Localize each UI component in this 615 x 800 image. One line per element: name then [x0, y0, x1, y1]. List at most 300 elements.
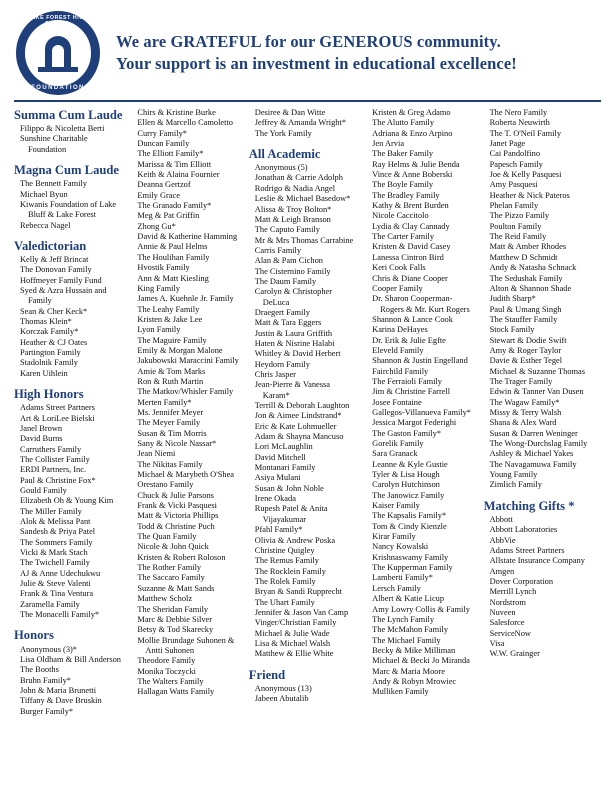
donor-name: Jessica Margot Federighi [372, 418, 457, 428]
header-divider [14, 100, 601, 102]
donor-name: ERDI Partners, Inc. [20, 465, 87, 475]
section-heading: High Honors [14, 387, 84, 402]
donor-name: Young Family [489, 470, 538, 480]
donor-name: The Matkov/Whisler Family [137, 387, 234, 397]
donor-name: Michael & Suzanne Thomas [489, 366, 585, 376]
donor-name: Leanne & Kyle Gustie [372, 459, 448, 469]
donor-name: Hallagan Watts Family [137, 687, 215, 697]
donor-name: The Uhart Family [254, 597, 315, 607]
donor-name: Paul & Umang Singh [489, 304, 562, 314]
donor-name: The Leahy Family [137, 304, 200, 314]
donor-name: Matt & Leigh Branson [254, 214, 331, 224]
donor-name: The Granado Family* [137, 201, 212, 211]
donor-name: Jakubowski Maraccini Family [137, 356, 239, 366]
donor-name: Amie & Tom Marks [137, 366, 206, 376]
donor-name: Mr & Mrs Thomas Carrabine [254, 235, 354, 245]
donor-name-list [366, 108, 477, 698]
donor-name: Zhong Gu* [137, 221, 176, 231]
donor-name: The Walters Family [137, 676, 204, 686]
donor-name: The Daum Family [254, 276, 317, 286]
donor-name-list [249, 108, 360, 139]
donor-name: Bruhn Family* [20, 675, 71, 685]
donor-name: Curry Family* [137, 128, 187, 138]
donor-name: Shana & Alex Ward [489, 418, 557, 428]
donor-name: Alok & Melissa Pant [20, 517, 91, 527]
donor-name: W.W. Grainger [489, 649, 540, 659]
donor-name: Bryan & Sandi Rupprecht [254, 587, 343, 597]
donor-name: Desiree & Dan Witte [254, 108, 326, 117]
donor-name: Anonymous (5) [254, 163, 308, 173]
donor-name: Nancy Kowalski [372, 542, 429, 552]
donor-name: Jon & Aimee Lindstrand* [254, 411, 342, 421]
donor-name: Amy & Roger Taylor [489, 345, 562, 355]
donor-name: Christine Quigley [254, 545, 315, 555]
donor-name: Marc & Maria Moore [372, 666, 445, 676]
donor-name: Janel Brown [20, 423, 63, 433]
donor-name: Abbott Laboratories [489, 525, 558, 535]
donor-name: Phelan Family [489, 201, 539, 211]
donor-name: Nuveen [489, 607, 516, 617]
donor-name: Josee Fontaine [372, 397, 422, 407]
donor-name: The Lynch Family [372, 614, 435, 624]
donor-name: Kaiser Family [372, 501, 420, 511]
section-heading: Friend [248, 667, 286, 682]
donor-column [14, 108, 131, 717]
donor-name: Karen Uihlein [20, 368, 68, 378]
donor-name: ServiceNow [489, 628, 531, 638]
donor-name: The Saccaro Family [137, 573, 205, 583]
donor-name: The Trager Family [489, 376, 553, 386]
donor-name: The Miller Family [20, 506, 82, 516]
donor-name: Davie & Esther Tegel [489, 356, 563, 366]
donor-name: Matt & Tara Eggers [254, 318, 322, 328]
donor-name: Emily Grace [137, 190, 180, 200]
donor-name: Merrill Lynch [489, 587, 537, 597]
donor-name: Amy Lowry Collis & Family [372, 604, 470, 614]
donor-name: Michael & Becki Jo Miranda [372, 656, 470, 666]
donor-name: Lori McLaughlin [254, 442, 313, 452]
donor-name: Krishnaswamy Family [372, 552, 449, 562]
donor-column [484, 108, 601, 717]
donor-name: Eleveld Family [372, 345, 424, 355]
donor-name: Nordstrom [489, 597, 526, 607]
donor-name: The Sheridan Family [137, 604, 209, 614]
donor-name: Chris & Diane Cooper [372, 273, 448, 283]
donor-name-list [14, 124, 125, 155]
donor-name: Michael & Julie Wade [254, 628, 330, 638]
donor-name: David Mitchell [254, 452, 306, 462]
donor-name: The Maguire Family [137, 335, 207, 345]
donor-name: Vince & Anne Boberski [372, 170, 453, 180]
section-heading: Valedictorian [14, 238, 87, 253]
donor-name: Stadolnik Family [20, 358, 78, 368]
donor-name: Adams Street Partners [20, 403, 95, 413]
section-heading: Honors [14, 628, 54, 643]
page-title [100, 31, 603, 76]
donor-name: Cooper Family [372, 283, 423, 293]
donor-name: The Wong-Durchslag Family [489, 439, 588, 448]
donor-name: Becky & Mike Milliman [372, 645, 456, 655]
donor-column [131, 108, 248, 717]
donor-name: Dr. Erik & Julie Egfte [372, 335, 446, 345]
donor-name: The York Family [254, 128, 312, 138]
donor-name: Annie & Paul Helms [137, 242, 208, 252]
donor-name: David & Katherine Hamming [137, 232, 238, 242]
donor-name-list [484, 108, 595, 491]
donor-name: Korczak Family* [20, 327, 79, 337]
donor-name: Thomas Klein* [20, 317, 72, 327]
donor-name: Jean Niemi [137, 449, 176, 459]
donor-name: Dr. Sharon Cooperman- [372, 294, 453, 304]
headline-line-1: We are GRATEFUL for our GENEROUS community. [116, 31, 501, 51]
donor-name: The T. O'Neil Family [489, 128, 562, 138]
donor-name: The Meyer Family [137, 418, 201, 428]
donor-name: Susan & John Noble [254, 483, 324, 493]
donor-name: Sara Granack [372, 449, 418, 459]
donor-name: Keri Cook Falls [372, 263, 426, 273]
donor-name: Albert & Katie Licup [372, 594, 445, 604]
donor-name: Monika Toczycki [137, 666, 196, 676]
donor-name: Leslie & Michael Basedow* [254, 194, 351, 204]
donor-name: Matt & Amber Rhodes [489, 242, 567, 252]
donor-name: The Rother Family [137, 563, 202, 573]
donor-name: Ray Helms & Julie Benda [372, 159, 460, 169]
donor-name: Matt & Victoria Phillips [137, 511, 219, 521]
donor-name: Terrill & Deborah Laughton [254, 401, 350, 411]
donor-name: Susan & Darren Weninger [489, 428, 578, 438]
donor-name: Rebecca Nagel [20, 220, 71, 230]
donor-name: James A. Kuehnle Jr. Family [137, 294, 234, 304]
donor-name: Whitley & David Herbert [254, 349, 341, 359]
donor-name: Dover Corporation [489, 576, 554, 586]
section-heading: Summa Cum Laude [14, 108, 123, 122]
donor-name: Michael & Marybeth O'Shea [137, 470, 235, 480]
donor-name: Alton & Shannon Shade [489, 283, 572, 293]
logo-top-text: LAKE FOREST HIGH SCHOOL [27, 15, 89, 27]
donor-name: The Gaston Family* [372, 428, 442, 438]
donor-name: The Rolek Family [254, 576, 316, 586]
headline-line-2: Your support is an investment in educational excellence! [116, 54, 517, 73]
donor-name: Amgen [489, 566, 515, 576]
donor-name: Sandesh & Priya Patel [20, 527, 96, 537]
donor-name: The Houlihan Family [137, 252, 210, 262]
donor-name: Hvostik Family [137, 263, 190, 273]
donor-name: Adams Street Partners [489, 545, 565, 555]
donor-name: Eric & Kate Lohmueller [254, 421, 337, 431]
donor-name: Lanessa Cintron Bird [372, 252, 444, 262]
donor-name: Abbott [489, 514, 513, 524]
donor-name: Michael Byun [20, 189, 68, 199]
donor-name: Marc & Debbie Silver [137, 614, 213, 624]
donor-name: The Carter Family [372, 232, 435, 242]
donor-name: Irene Okada [254, 494, 296, 504]
donor-name: Frank & Tina Ventura [20, 589, 94, 599]
donor-name: Shannon & Justin Engelland [372, 356, 468, 366]
donor-name: Orestano Family [137, 480, 194, 490]
donor-name: Jabeen Abutalib [254, 694, 309, 704]
donor-name: Karam* [262, 390, 290, 400]
donor-name: Chris Jasper [254, 370, 296, 379]
donor-name: Edwin & Tanner Van Dusen [489, 387, 584, 397]
donor-name: Betsy & Tod Skarecky [137, 625, 214, 635]
donor-name: The Nikitas Family [137, 459, 203, 469]
donor-name: Matthew Scholz [137, 594, 193, 604]
donor-name: Elizabeth Oh & Young Kim [20, 496, 114, 506]
donor-name: Asiya Mulani [254, 473, 301, 483]
donor-name: Janet Page [489, 139, 526, 149]
donor-name: Lisa & Michael Walsh [254, 638, 331, 648]
donor-name: The Boyle Family [372, 180, 434, 190]
donor-name: Gorelik Family [372, 439, 424, 448]
donor-name-list [131, 108, 242, 698]
donor-name: The Donovan Family [20, 265, 92, 275]
donor-name: Chirs & Kristine Burke [137, 108, 216, 117]
donor-name: Partington Family [20, 348, 81, 358]
donor-name: Mulliken Family [372, 687, 429, 697]
donor-name: Matthew D Schmidt [489, 252, 558, 262]
donor-name: Jim & Christine Farrell [372, 387, 451, 397]
page-header [12, 10, 603, 96]
donor-name: Burger Family* [20, 706, 74, 716]
donor-name: The Quan Family [137, 532, 197, 542]
donor-name: Joe & Kelly Pasquesi [489, 170, 562, 180]
logo-arch-icon [45, 36, 71, 70]
donor-name: Shannon & Lance Cook [372, 314, 453, 324]
donor-name: Salesforce [489, 618, 525, 628]
donor-name: The Booths [20, 665, 59, 675]
donor-name: Antti Suhonen [145, 645, 195, 655]
donor-name: Bluff & Lake Forest [28, 210, 96, 220]
donor-name: AJ & Anne Udechukwu [20, 568, 101, 578]
donor-name-list [14, 255, 125, 379]
donor-name: Kristen & Robert Roloson [137, 552, 226, 562]
donor-name: Merten Family* [137, 397, 192, 407]
donor-name: Lisa Oldham & Bill Anderson [20, 654, 121, 664]
donor-name: Paul & Christine Fox* [20, 475, 96, 485]
donor-name: Stewart & Dodie Swift [489, 335, 567, 345]
donor-name: Kirar Family [372, 532, 416, 542]
donor-name: Nicole Caccitolo [372, 211, 429, 221]
donor-name: Roberta Neuwirth [489, 118, 550, 128]
donor-name: The Monacelli Family* [20, 610, 100, 620]
donor-name: Kelly & Jeff Brincat [20, 255, 89, 265]
donor-name: Vicki & Mark Stach [20, 548, 88, 558]
donor-name: Kristen & Jake Lee [137, 314, 203, 324]
donor-name: Draegert Family [254, 307, 310, 317]
section-heading: Magna Cum Laude [14, 163, 119, 178]
donor-name: The McMahon Family [372, 625, 449, 635]
donor-name: Adriana & Enzo Arpino [372, 128, 453, 138]
donor-name: Suzanne & Matt Sands [137, 583, 215, 593]
donor-name-list [14, 179, 125, 231]
donor-name: Carolyn Hutchinson [372, 480, 440, 490]
donor-name: Rogers & Mr. Kurt Rogers [380, 304, 470, 314]
donor-name: Kiwanis Foundation of Lake [20, 199, 117, 209]
donor-name: Montanari Family [254, 463, 316, 473]
donor-name: King Family [137, 283, 180, 293]
donor-name: The Caputo Family [254, 225, 320, 235]
donor-name: Duncan Family [137, 139, 190, 149]
donor-name: AbbVie [489, 535, 516, 545]
donor-name: Ron & Ruth Martin [137, 376, 204, 386]
donor-name: Ann & Matt Kiesling [137, 273, 209, 283]
donor-name: Julie & Steve Valenti [20, 579, 91, 589]
donor-name: The Nero Family [489, 108, 548, 117]
donor-name: Stock Family [489, 325, 535, 335]
donor-name: Foundation [28, 144, 67, 154]
donor-name: Carolyn & Christopher [254, 287, 333, 297]
donor-name: Olivia & Andrew Poska [254, 535, 336, 545]
donor-name: Ashley & Michael Yakes [489, 449, 574, 459]
donor-name: Lydia & Clay Cannady [372, 221, 450, 231]
donor-name: Carruthers Family [20, 444, 82, 454]
donor-name: Lersch Family [372, 583, 421, 593]
donor-name: Jean-Pierre & Vanessa [254, 380, 330, 390]
donor-name: The Navagamuwa Family [489, 459, 577, 469]
donor-name: Tom & Cindy Kienzle [372, 521, 447, 531]
donor-name: The Stauffer Family [489, 314, 558, 324]
donor-column [249, 108, 366, 717]
donor-name: Ellen & Marcello Camoletto [137, 118, 233, 128]
donor-name: Family [28, 296, 52, 306]
donor-name: Visa [489, 638, 505, 648]
donor-name: Carris Family [254, 245, 302, 255]
donor-name: Heather & CJ Oates [20, 337, 88, 347]
donor-name: Anonymous (13) [254, 683, 312, 693]
donor-name: Jennifer & Jason Van Camp [254, 607, 349, 617]
donor-name: The Kapsalis Family* [372, 511, 447, 521]
donor-name: Kristen & Greg Adamo [372, 108, 451, 117]
donor-name: Zimlich Family [489, 480, 542, 490]
donor-name: Karina DeHayes [372, 325, 428, 335]
donor-name: Jonathan & Carrie Adolph [254, 173, 343, 183]
donor-name: The Kupperman Family [372, 563, 453, 573]
donor-name: Vinger/Christian Family [254, 618, 337, 628]
donor-name: Zaramella Family [20, 599, 80, 609]
donor-name: The Bradley Family [372, 190, 440, 200]
donor-name: Missy & Terry Walsh [489, 407, 562, 417]
donor-name: David Burns [20, 434, 63, 444]
donor-name: Ms. Jennifer Meyer [137, 407, 204, 417]
donor-name: Nicole & John Quick [137, 542, 209, 552]
donor-column [366, 108, 483, 717]
donor-name: The Cisternino Family [254, 266, 331, 276]
donor-name: Chuck & Julie Parsons [137, 490, 214, 500]
donor-name: Mollie Brundage Suhonen & [137, 635, 235, 645]
donor-name-list [249, 684, 360, 705]
logo-base-bar [38, 67, 78, 72]
donor-name: Justin & Laura Griffith [254, 328, 333, 338]
logo-bottom-text: FOUNDATION [31, 85, 85, 91]
donor-name: Pfahl Family* [254, 525, 303, 535]
donor-name: Rupesh Patel & Anita [254, 504, 328, 514]
donor-name: The Rocklein Family [254, 566, 326, 576]
donor-name: Marissa & Tim Elliott [137, 159, 212, 169]
donor-name: Theodore Family [137, 656, 196, 666]
donor-name: Fairchild Family [372, 366, 429, 376]
donor-name: The Sedushak Family [489, 273, 563, 283]
donor-name: The Alutto Family [372, 118, 435, 128]
donor-name: The Ferraioli Family [372, 376, 442, 386]
donor-name: The Remus Family [254, 556, 319, 566]
section-heading: Matching Gifts * [483, 498, 575, 513]
logo-inner-circle [23, 18, 93, 88]
donor-name: Alan & Pam Cichon [254, 256, 323, 266]
section-heading: All Academic [248, 147, 321, 162]
donor-name: Emily & Morgan Malone [137, 345, 223, 355]
donor-name-list [484, 515, 595, 660]
donor-columns [12, 108, 603, 717]
donor-name: Tyler & Lisa Hough [372, 470, 440, 480]
donor-name: The Pizzo Family [489, 211, 550, 221]
donor-name: Allstate Insurance Company [489, 556, 585, 566]
donor-name: Jeffrey & Amanda Wright* [254, 118, 347, 128]
donor-name: Sunshine Charitable [20, 134, 88, 144]
donor-name: Deanna Gertzof [137, 180, 191, 190]
donor-name: Jen Arvia [372, 139, 405, 149]
donor-name: Heydorn Family [254, 359, 310, 369]
donor-name: Cai Pandolfino [489, 149, 541, 159]
donor-name: Adam & Shayna Mancuso [254, 432, 344, 442]
donor-name: Keith & Alaina Fournier [137, 170, 220, 180]
donor-name: The Sommers Family [20, 537, 93, 547]
donor-name: Syed & Azra Hussain and [20, 286, 107, 296]
donor-name: Todd & Christine Puch [137, 521, 215, 531]
donor-name: Hoffmeyer Family Fund [20, 275, 102, 285]
donor-name: Meg & Pat Griffin [137, 211, 200, 221]
donor-name: Heather & Nick Pateros [489, 190, 570, 200]
donor-name: Andy & Natasha Schnack [489, 263, 577, 273]
donor-name: The Twichell Family [20, 558, 90, 568]
donor-name: DeLuca [262, 297, 290, 307]
donor-name: Haten & Nisrine Halabi [254, 338, 335, 348]
donor-name: Vijayakumar [262, 514, 306, 524]
donor-name-list [14, 645, 125, 717]
donor-name: The Reid Family [489, 232, 547, 242]
donor-name: Susan & Tim Morris [137, 428, 207, 438]
donor-name: Rodrigo & Nadia Angel [254, 183, 336, 193]
donor-name-list [249, 163, 360, 660]
donor-name: Alissa & Troy Bolton* [254, 204, 332, 214]
donor-name: Papesch Family [489, 159, 543, 169]
donor-name: Filippo & Nicoletta Berti [20, 124, 105, 134]
donor-name-list [14, 403, 125, 620]
donor-name: The Wagaw Family* [489, 397, 560, 407]
donor-name: The Janowicz Family [372, 490, 445, 500]
donor-name: The Elliott Family* [137, 149, 204, 159]
donor-name: Art & LoriLee Bielski [20, 413, 95, 423]
donor-name: The Collister Family [20, 454, 90, 464]
donor-name: Gould Family [20, 486, 67, 495]
donor-name: Gallegos-Villanueva Family* [372, 407, 471, 417]
donor-name: Andy & Robyn Mrowiec [372, 676, 457, 686]
donor-name: Sany & Nicole Nassar* [137, 439, 217, 448]
donor-name: Frank & Vicki Pasquesi [137, 501, 217, 511]
donor-name: The Michael Family [372, 635, 441, 645]
donor-name: Sean & Cher Keck* [20, 306, 88, 316]
donor-name: John & Maria Brunetti [20, 685, 97, 695]
donor-name: The Bennett Family [20, 179, 87, 189]
donor-name: Poulton Family [489, 221, 542, 231]
foundation-logo [16, 11, 100, 95]
donor-name: Matthew & Ellie White [254, 649, 334, 659]
donor-name: Lyon Family [137, 325, 181, 335]
donor-name: Anonymous (3)* [20, 644, 77, 654]
donor-name: Judith Sharp* [489, 294, 536, 304]
donor-name: Kristen & David Casey [372, 242, 451, 252]
donor-name: Lamberti Family* [372, 573, 433, 583]
donor-name: Kathy & Brent Burden [372, 201, 449, 211]
